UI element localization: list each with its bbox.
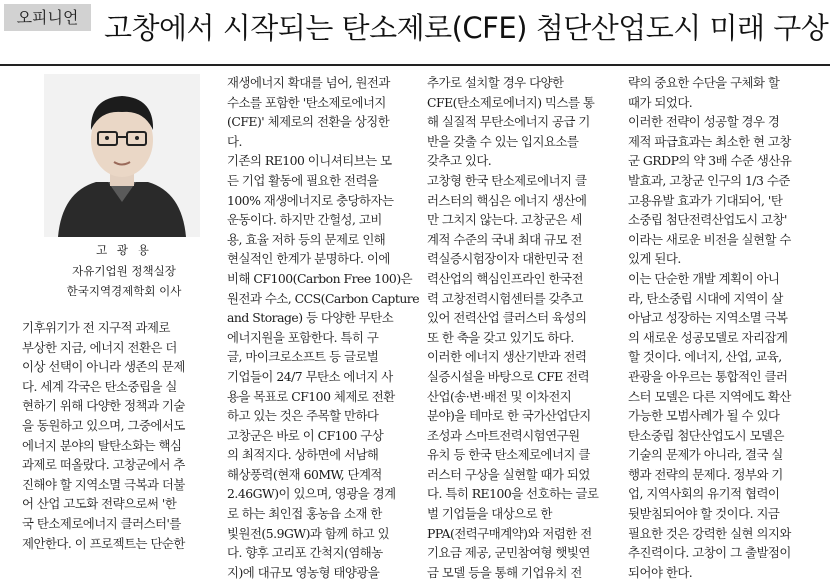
article-line: 이는 단순한 개발 계획이 아니 bbox=[628, 270, 780, 286]
article-line: 가능한 모범사례가 될 수 있다 bbox=[628, 408, 780, 424]
author-name: 고 광 용 bbox=[96, 243, 152, 257]
author-role-primary: 자유기업원 정책실장 bbox=[72, 263, 176, 278]
article-column-4 bbox=[628, 73, 791, 582]
article-line: 이러한 에너지 생산기반과 전력 bbox=[427, 349, 587, 365]
article-line: 제안한다. 이 프로젝트는 단순한 bbox=[22, 535, 185, 551]
author-role-secondary: 한국지역경제학회 이사 bbox=[66, 284, 182, 298]
article-line: 러스터 구상을 실현할 때가 되었 bbox=[427, 466, 590, 482]
article-line: 글, 마이크로소프트 등 글로벌 bbox=[227, 349, 379, 365]
article-line: 에너지 분야의 탈탄소화는 핵심 bbox=[22, 437, 182, 453]
article-line: 업, 지역사회의 유기적 협력이 bbox=[628, 486, 780, 502]
article-line: 고창형 한국 탄소제로에너지 클 bbox=[427, 172, 587, 188]
article-line: (CFE)' 체제로의 전환을 상징한 bbox=[227, 114, 390, 130]
article-line: 현실적인 한계가 분명하다. 이에 bbox=[227, 251, 390, 267]
article-line: 수소를 포함한 '탄소제로에너지 bbox=[227, 94, 386, 110]
article-line: 로 하는 최인접 홍농읍 소재 한 bbox=[227, 506, 382, 522]
article-column-1 bbox=[22, 318, 185, 553]
article-line: 원전과 수소, CCS(Carbon Capture bbox=[227, 290, 420, 306]
article-line: 어 산업 고도화 전략으로써 '한 bbox=[22, 496, 177, 512]
article-line: 러스터의 핵심은 에너지 생산에 bbox=[427, 192, 587, 208]
article-line: 또 한 축을 갖고 있기도 하다. bbox=[427, 329, 574, 345]
article-line: 라, 탄소중립 시대에 지역이 살 bbox=[628, 290, 783, 306]
article-line: 지)에 대규모 영농형 태양광을 bbox=[227, 564, 380, 580]
author-photo bbox=[44, 74, 200, 237]
article-line: 계적 수준의 국내 최대 규모 전 bbox=[427, 231, 582, 247]
article-line: and Storage) 등 다양한 무탄소 bbox=[227, 310, 394, 326]
article-line: 되어야 한다. bbox=[628, 564, 693, 580]
article-line: 소중립 첨단전력산업도시 고창' bbox=[628, 212, 787, 228]
article-line: 국 탄소제로에너지 클러스터'를 bbox=[22, 515, 181, 531]
article-line: 실증시설을 바탕으로 CFE 전력 bbox=[427, 368, 590, 384]
author-byline bbox=[30, 240, 218, 302]
article-line: 략의 중요한 수단을 구체화 할 bbox=[628, 75, 780, 90]
article-line: 만 그치지 않는다. 고창군은 세 bbox=[427, 212, 582, 228]
article-line: 해 실질적 무탄소에너지 공급 기 bbox=[427, 114, 590, 130]
article-line: 고용유발 효과가 기대되어, '탄 bbox=[628, 192, 783, 208]
article-line: 유치 등 한국 탄소제로에너지 클 bbox=[427, 447, 590, 463]
article-line: 비해 CF100(Carbon Free 100)은 bbox=[227, 270, 413, 286]
article-line: 있게 된다. bbox=[628, 251, 681, 267]
section-tag: 오피니언 bbox=[4, 4, 91, 31]
article-line: 산업(송·변·배전 및 이차전지 bbox=[427, 388, 572, 404]
article-line: 부상한 지금, 에너지 전환은 더 bbox=[22, 339, 177, 355]
article-line: 때가 되었다. bbox=[628, 94, 693, 110]
article-line: 과제로 떠올랐다. 고창군에서 추 bbox=[22, 457, 185, 473]
article-line: 운동이다. 하지만 간헐성, 고비 bbox=[227, 212, 382, 228]
article-column-2 bbox=[227, 73, 419, 582]
article-line: 뒷받침되어야 할 것이다. 지금 bbox=[628, 506, 780, 522]
article-line: 용을 목표로 CF100 체제로 전환 bbox=[227, 388, 395, 404]
article-line: 필요한 것은 강력한 실현 의지와 bbox=[628, 525, 791, 541]
article-line: 아남고 성장하는 지역소멸 극복 bbox=[628, 310, 788, 326]
article-line: 할 것이다. 에너지, 산업, 교육, bbox=[628, 349, 782, 365]
article-line: 2.46GW)이 있으며, 영광을 경계 bbox=[227, 486, 396, 502]
article-line: 을 동원하고 있으며, 그중에서도 bbox=[22, 417, 185, 433]
article-line: 다. 세계 각국은 탄소중립을 실 bbox=[22, 378, 177, 394]
article-line: 조성과 스마트전력시험연구원 bbox=[427, 427, 580, 443]
article-line: 스터 모델은 다른 지역에도 확산 bbox=[628, 388, 791, 404]
article-line: 력 고창전력시험센터를 갖추고 bbox=[427, 290, 583, 306]
article-line: 현하기 위해 다양한 정책과 기술 bbox=[22, 398, 185, 414]
article-line: 다. 특히 RE100을 선호하는 글로 bbox=[427, 486, 599, 502]
article-line: 이러한 전략이 성공할 경우 경 bbox=[628, 114, 780, 130]
article-line: 군 GRDP의 약 3배 수준 생산유 bbox=[628, 153, 792, 169]
article-line: 진해야 할 지역소멸 극복과 더불 bbox=[22, 476, 185, 492]
author-portrait-illustration bbox=[44, 74, 200, 237]
article-line: 금 모델 등을 통해 기업유치 전 bbox=[427, 564, 582, 580]
article-line: 행과 전략의 문제다. 정부와 기 bbox=[628, 466, 783, 482]
article-line: 있어 전력산업 클러스터 육성의 bbox=[427, 310, 587, 326]
article-line: 에너지원을 포함한다. 특히 구 bbox=[227, 329, 379, 345]
article-line: 기술의 문제가 아니라, 결국 실 bbox=[628, 447, 783, 463]
article-line: 탄소중립 첨단산업도시 모델은 bbox=[628, 427, 784, 443]
article-line: 용, 효율 저하 등의 문제로 인해 bbox=[227, 231, 386, 247]
article-line: 하고 있는 것은 주목할 만하다 bbox=[227, 408, 379, 424]
article-line: 관광을 아우르는 통합적인 클러 bbox=[628, 368, 788, 384]
article-line: 재생에너지 확대를 넘어, 원전과 bbox=[227, 75, 390, 90]
headline: 고창에서 시작되는 탄소제로(CFE) 첨단산업도시 미래 구상 bbox=[104, 11, 829, 45]
article-line: 해상풍력(현재 60MW, 단계적 bbox=[227, 466, 382, 482]
article-line: 발효과, 고창군 인구의 1/3 수준 bbox=[628, 172, 790, 188]
article-line: 이라는 새로운 비전을 실현할 수 bbox=[628, 231, 791, 247]
article-line: 다. bbox=[227, 133, 242, 149]
article-line: 분야)을 테마로 한 국가산업단지 bbox=[427, 408, 591, 424]
article-line: 갖추고 있다. bbox=[427, 153, 492, 169]
article-column-3 bbox=[427, 73, 598, 582]
article-line: 든 기업 활동에 필요한 전력을 bbox=[227, 172, 379, 188]
article-line: 이상 선택이 아니라 생존의 문제 bbox=[22, 359, 185, 375]
article-line: 의 최적지다. 상하면에 서남해 bbox=[227, 447, 379, 463]
article-line: 빛원전(5.9GW)과 함께 하고 있 bbox=[227, 525, 390, 541]
article-line: 다. 향후 고리포 간척지(염해농 bbox=[227, 545, 383, 561]
article-line: 기업들이 24/7 무탄소 에너지 사 bbox=[227, 368, 393, 384]
article-line: 기요금 제공, 군민참여형 햇빛연 bbox=[427, 545, 590, 561]
article-line: 제적 파급효과는 최소한 현 고창 bbox=[628, 133, 791, 149]
article-line: CFE(탄소제로에너지) 믹스를 통 bbox=[427, 94, 595, 110]
article-line: 벌 기업들을 대상으로 한 bbox=[427, 506, 553, 522]
article-line: PPA(전력구매계약)와 저렴한 전 bbox=[427, 525, 592, 541]
article-line: 추가로 설치할 경우 다양한 bbox=[427, 75, 564, 90]
article-line: 기존의 RE100 이니셔티브는 모 bbox=[227, 153, 392, 169]
article-line: 추진력이다. 고창이 그 출발점이 bbox=[628, 545, 791, 561]
article-line: 100% 재생에너지로 충당하자는 bbox=[227, 192, 394, 208]
article-line: 력실증시험장이자 대한민국 전 bbox=[427, 251, 583, 267]
article-line: 력산업의 핵심인프라인 한국전 bbox=[427, 270, 583, 286]
article-line: 의 새로운 성공모델로 자리잡게 bbox=[628, 329, 788, 345]
article-line: 고창군은 바로 이 CF100 구상 bbox=[227, 427, 384, 443]
headline-divider bbox=[0, 64, 830, 66]
article-line: 기후위기가 전 지구적 과제로 bbox=[22, 320, 170, 335]
article-line: 반을 갖출 수 있는 입지요소를 bbox=[427, 133, 579, 149]
